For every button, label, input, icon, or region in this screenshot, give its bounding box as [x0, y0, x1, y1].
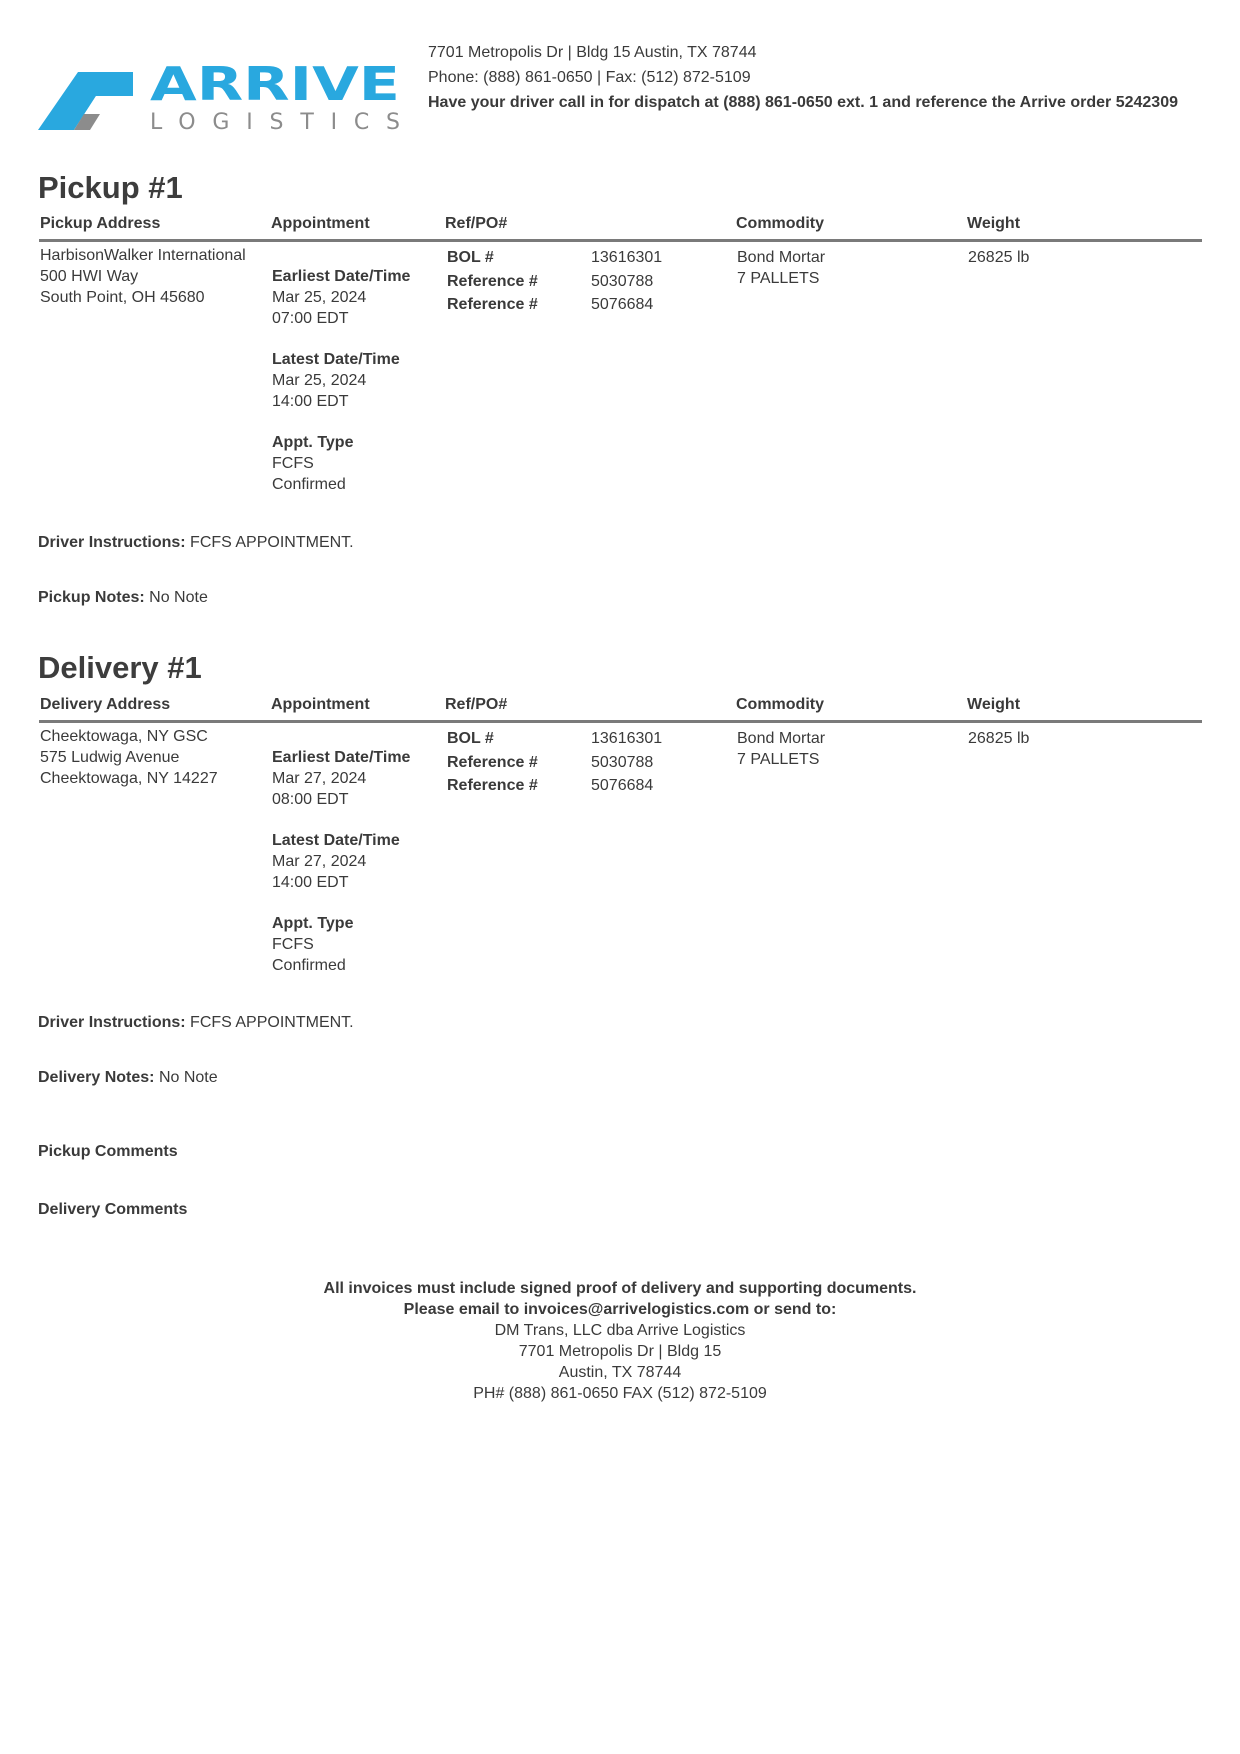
delivery-weight: 26825 lb	[968, 730, 1030, 747]
ref-value: 5030788	[591, 753, 654, 771]
commodity-quantity: 7 PALLETS	[737, 751, 820, 768]
delivery-notes-value: No Note	[158, 1069, 218, 1086]
address-line: Cheektowaga, NY 14227	[40, 770, 218, 787]
address-line: 500 HWI Way	[40, 268, 139, 285]
appt-type-label: Appt. Type	[272, 434, 354, 451]
ref-label: BOL #	[447, 730, 494, 747]
ref-row	[447, 728, 707, 752]
delivery-commodity	[737, 728, 825, 770]
footer-city: Austin, TX 78744	[558, 1364, 682, 1381]
appt-type-value: FCFS	[272, 455, 314, 472]
footer-email-instruction: Please email to invoices@arrivelogistics.com or send to:	[403, 1301, 837, 1318]
footer-phone-fax: PH# (888) 861-0650 FAX (512) 872-5109	[473, 1385, 767, 1402]
latest-time: 14:00 EDT	[272, 393, 349, 410]
footer-street: 7701 Metropolis Dr | Bldg 15	[518, 1343, 722, 1360]
pickup-address-header: Pickup Address	[40, 215, 161, 232]
delivery-driver-instructions	[38, 1014, 354, 1032]
delivery-comments-label: Delivery Comments	[38, 1201, 188, 1218]
ref-po-header: Ref/PO#	[445, 215, 508, 232]
weight-header: Weight	[967, 215, 1021, 232]
delivery-refs	[447, 728, 707, 799]
delivery-address-header: Delivery Address	[40, 696, 171, 713]
pickup-weight: 26825 lb	[968, 249, 1030, 266]
ref-value: 5076684	[591, 777, 654, 794]
ref-label: Reference #	[447, 777, 538, 794]
invoice-footer	[0, 1278, 1240, 1404]
earliest-time: 07:00 EDT	[272, 310, 349, 327]
pickup-notes-value: No Note	[149, 589, 208, 606]
appt-type-value: FCFS	[272, 936, 314, 953]
commodity-header: Commodity	[736, 696, 824, 713]
commodity-quantity: 7 PALLETS	[737, 270, 820, 287]
earliest-label: Earliest Date/Time	[272, 749, 411, 766]
pickup-comments	[38, 1143, 178, 1161]
address-line: South Point, OH 45680	[40, 289, 205, 306]
pickup-refs	[447, 247, 707, 318]
company-address: 7701 Metropolis Dr | Bldg 15 Austin, TX 78744	[428, 44, 757, 61]
appointment-header: Appointment	[271, 696, 370, 713]
latest-time: 14:00 EDT	[272, 874, 349, 891]
latest-label: Latest Date/Time	[272, 351, 400, 368]
address-line: 575 Ludwig Avenue	[40, 749, 180, 766]
commodity-header: Commodity	[736, 215, 824, 232]
ref-label: Reference #	[447, 753, 538, 771]
ref-value: 13616301	[591, 730, 663, 747]
footer-invoice-requirement: All invoices must include signed proof of delivery and supporting documents.	[323, 1280, 917, 1297]
pickup-comments-label: Pickup Comments	[38, 1143, 178, 1160]
address-line: Cheektowaga, NY GSC	[40, 728, 208, 745]
delivery-table-header	[39, 694, 1202, 723]
pickup-address	[40, 245, 246, 308]
earliest-date: Mar 27, 2024	[272, 770, 367, 787]
delivery-notes-label: Delivery Notes:	[38, 1069, 155, 1086]
driver-instructions-label: Driver Instructions:	[38, 1014, 186, 1031]
address-line: HarbisonWalker International	[40, 247, 246, 264]
ref-po-header: Ref/PO#	[445, 696, 508, 713]
pickup-commodity	[737, 247, 825, 289]
appt-type-label: Appt. Type	[272, 915, 354, 932]
commodity-name: Bond Mortar	[737, 249, 826, 266]
ref-label: Reference #	[447, 272, 538, 290]
logo-word: ARRIVE	[150, 66, 400, 111]
driver-instructions-value: FCFS APPOINTMENT.	[190, 534, 354, 551]
company-header	[428, 40, 1188, 115]
delivery-title: Delivery #1	[38, 650, 202, 685]
delivery-appointment	[272, 747, 410, 976]
earliest-time: 08:00 EDT	[272, 791, 349, 808]
ref-row	[447, 247, 707, 271]
earliest-label: Earliest Date/Time	[272, 268, 411, 285]
commodity-name: Bond Mortar	[737, 730, 826, 747]
delivery-table	[39, 694, 1202, 983]
delivery-notes	[38, 1069, 218, 1087]
latest-label: Latest Date/Time	[272, 832, 400, 849]
delivery-comments	[38, 1201, 187, 1219]
appt-status-value: Confirmed	[272, 476, 346, 493]
pickup-table-row	[39, 242, 1202, 502]
pickup-table-header	[39, 213, 1202, 242]
weight-header: Weight	[967, 696, 1021, 713]
earliest-date: Mar 25, 2024	[272, 289, 367, 306]
pickup-title: Pickup #1	[38, 170, 183, 205]
ref-label: BOL #	[447, 249, 494, 266]
logo-subword: LOGISTICS	[150, 110, 400, 135]
ref-value: 13616301	[591, 249, 663, 266]
delivery-address	[40, 726, 218, 789]
appt-status-value: Confirmed	[272, 957, 346, 974]
latest-date: Mar 27, 2024	[272, 853, 367, 870]
ref-label: Reference #	[447, 296, 538, 313]
ref-row	[447, 775, 707, 799]
delivery-table-row	[39, 723, 1202, 983]
latest-date: Mar 25, 2024	[272, 372, 367, 389]
pickup-notes	[38, 589, 208, 607]
ref-value: 5076684	[591, 296, 654, 313]
pickup-appointment	[272, 266, 410, 495]
ref-row	[447, 271, 707, 295]
driver-instructions-label: Driver Instructions:	[38, 534, 186, 551]
ref-row	[447, 752, 707, 776]
appointment-header: Appointment	[271, 215, 370, 232]
pickup-table	[39, 213, 1202, 502]
pickup-notes-label: Pickup Notes:	[38, 589, 145, 606]
arrive-logistics-logo	[38, 66, 408, 136]
ref-row	[447, 294, 707, 318]
driver-instructions-value: FCFS APPOINTMENT.	[190, 1014, 354, 1031]
pickup-driver-instructions	[38, 534, 354, 552]
ref-value: 5030788	[591, 272, 654, 290]
company-phone-fax: Phone: (888) 861-0650 | Fax: (512) 872-5109	[428, 69, 751, 86]
dispatch-note: Have your driver call in for dispatch at (888) 861-0650 ext. 1 and reference the Arrive order 5242309	[428, 94, 1178, 111]
footer-company-name: DM Trans, LLC dba Arrive Logistics	[494, 1322, 746, 1339]
